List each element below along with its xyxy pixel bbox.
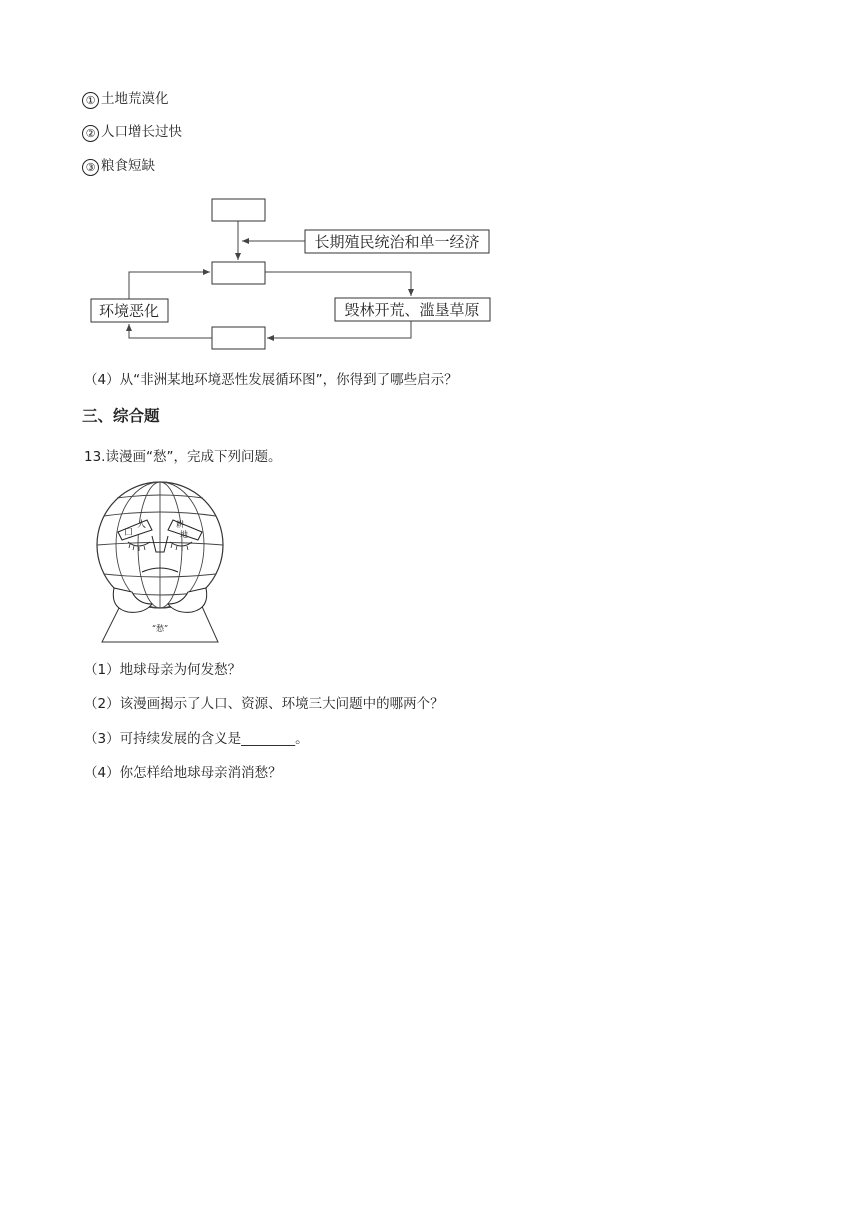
- question-13-sub-3: （3）可持续发展的含义是________。: [84, 731, 309, 747]
- question-13-sub-4: （4）你怎样给地球母亲消消愁？: [84, 765, 282, 781]
- option-text: 土地荒漠化: [101, 91, 169, 107]
- question-13-sub-2: （2）该漫画揭示了人口、资源、环境三大问题中的哪两个？: [84, 696, 444, 712]
- arrow-center-to-deforest: [265, 272, 411, 296]
- cycle-diagram: [0, 0, 860, 360]
- arrow-bottom-to-environment: [129, 324, 212, 338]
- cartoon-caption: “愁”: [151, 624, 169, 633]
- question-13-stem: 13.读漫画“愁”，完成下列问题。: [84, 449, 282, 465]
- arrow-deforest-to-bottom: [267, 321, 411, 338]
- option-number: ③: [82, 159, 99, 176]
- environment-box-label: 环境恶化: [98, 302, 160, 320]
- cartoon-label-ren: 人: [137, 520, 147, 530]
- arrow-environment-to-center: [129, 272, 210, 299]
- colonial-box-label: 长期殖民统治和单一经济: [314, 233, 480, 251]
- option-text: 人口增长过快: [101, 124, 182, 140]
- cartoon-label-geng: 耕: [176, 520, 184, 529]
- section-title: 三、综合题: [82, 407, 160, 425]
- empty-box-top: [212, 199, 265, 221]
- empty-box-center: [212, 262, 265, 284]
- option-number: ①: [82, 92, 99, 109]
- cartoon-label-kou: 口: [124, 528, 134, 538]
- empty-box-bottom: [212, 327, 265, 349]
- cartoon-label-di: 地: [180, 530, 188, 539]
- question-4: （4）从“非洲某地环境恶性发展循环图”，你得到了哪些启示？: [84, 372, 458, 388]
- option-number: ②: [82, 125, 99, 142]
- question-13-sub-1: （1）地球母亲为何发愁？: [84, 662, 242, 678]
- deforest-box-label: 毁林开荒、滥垦草原: [344, 301, 480, 319]
- option-text: 粮食短缺: [101, 158, 155, 174]
- worried-earth-cartoon: [92, 480, 232, 645]
